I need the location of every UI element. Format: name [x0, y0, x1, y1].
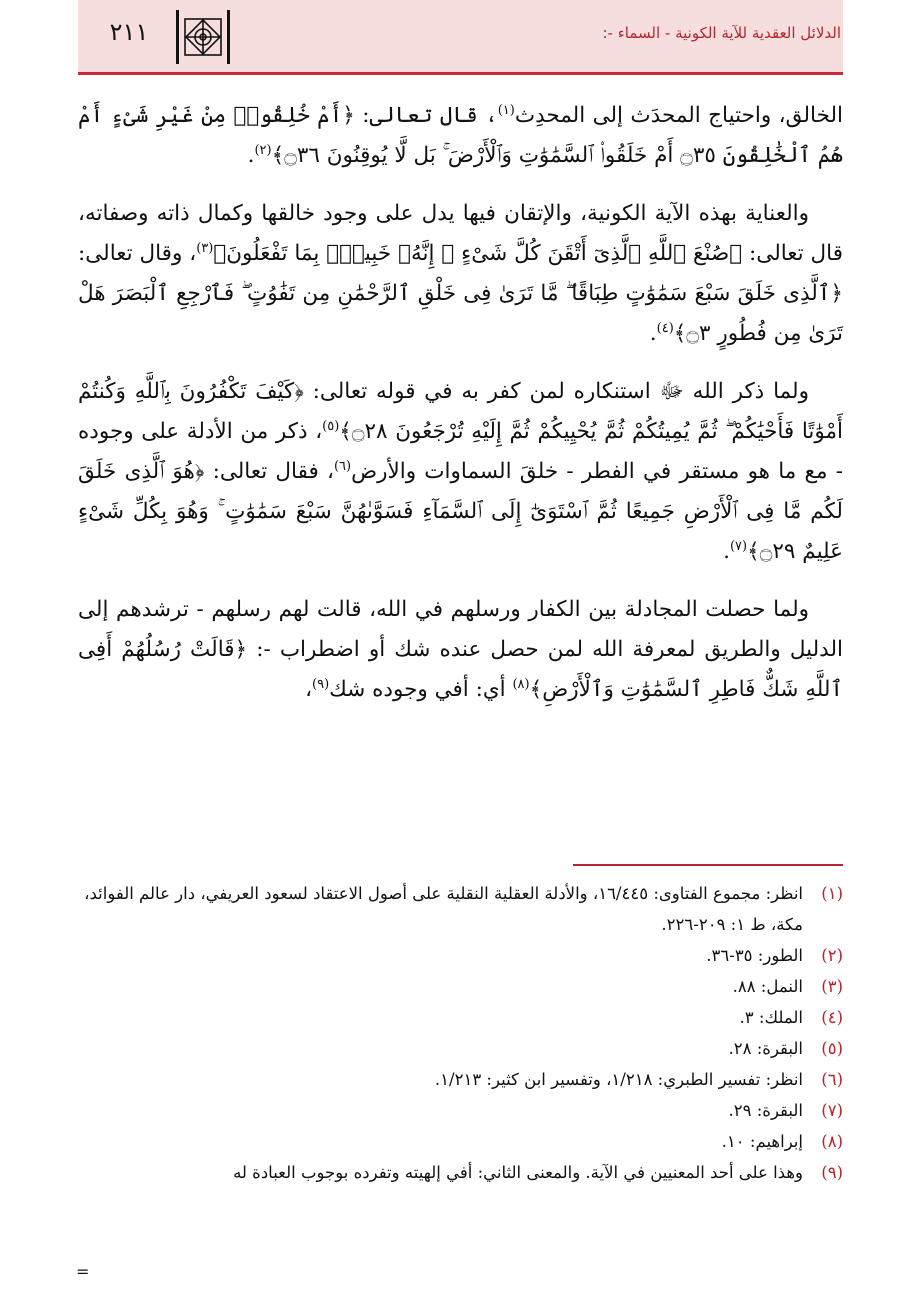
footnote-ref: (٥) [322, 418, 340, 434]
footnote-number: (٢) [821, 946, 843, 965]
ornament-icon [176, 10, 230, 64]
text: ، قال تعالى: [354, 103, 498, 128]
paragraph-3 [78, 372, 843, 572]
footnotes [78, 878, 843, 1188]
footnote [78, 1126, 843, 1157]
text: ، فقال تعالى: [204, 459, 334, 484]
footnote-number: (٧) [821, 1101, 843, 1120]
text: والعناية بهذه الآية الكونية، والإتقان فيها يدل على وجود خالقها وكمال ذاته وصفاته، قال تعالى: [78, 201, 843, 266]
footnote-ref: (١) [497, 102, 515, 118]
footnote-number: (١) [821, 884, 843, 903]
paragraph-2 [78, 194, 843, 354]
footnote-ref: (٩) [312, 676, 330, 692]
footnote [78, 1064, 843, 1095]
footnote-number: (٦) [821, 1070, 843, 1089]
quran-verse: ﴿كَيْفَ تَكْفُرُونَ بِٱللَّهِ وَكُنتُمْ أَمْوَٰتًا فَأَحْيَٰكُمْ ۖ ثُمَّ يُمِيتُكُمْ ثُمَّ يُحْيِيكُمْ ثُمَّ إِلَيْهِ تُرْجَعُونَ ۝٢٨﴾ [78, 379, 843, 444]
text: . [247, 143, 255, 168]
footnote [78, 1033, 843, 1064]
footnote-number: (٣) [821, 977, 843, 996]
footnote-ref: (٢) [254, 142, 272, 158]
footnote-ref: (٦) [333, 458, 352, 474]
page-number: ٢١١ [109, 18, 149, 46]
footnote [78, 1095, 843, 1126]
quran-verse: ﴿قَالَتْ رُسُلُهُمْ أَفِى ٱللَّهِ شَكٌّ فَاطِرِ ٱلسَّمَٰوَٰتِ وَٱلْأَرْضِ﴾ [78, 637, 843, 702]
text: . [649, 321, 657, 346]
paragraph-4 [78, 590, 843, 710]
footnote [78, 940, 843, 971]
text: ولما حصلت المجادلة بين الكفار ورسلهم في الله، قالت لهم رسلهم - ترشدهم إلى الدليل والطريق لمعرفة الله لمن حصل عنده شك أو اضطراب -: [78, 597, 843, 662]
footnote-number: (٥) [821, 1039, 843, 1058]
footnote-ref: (٤) [656, 320, 674, 336]
quran-verse: ﴿ٱلَّذِى خَلَقَ سَبْعَ سَمَٰوَٰتٍ طِبَاقًا ۖ مَّا تَرَىٰ فِى خَلْقِ ٱلرَّحْمَٰنِ مِن تَفَٰوُتٍ ۖ فَٱرْجِعِ ٱلْبَصَرَ هَلْ تَرَىٰ مِن فُطُورٍ ۝٣﴾ [78, 281, 843, 346]
text: أي: أفي وجوده شك [329, 677, 513, 702]
footnote-number: (٨) [821, 1132, 843, 1151]
text: ولما ذكر الله ﷻ استنكاره لمن كفر به في قوله تعالى: [303, 379, 809, 404]
footnote [78, 1157, 843, 1188]
quran-verse: ﴿هُوَ ٱلَّذِى خَلَقَ لَكُم مَّا فِى ٱلْأَرْضِ جَمِيعًا ثُمَّ ٱسْتَوَىٰٓ إِلَى ٱلسَّمَآءِ فَسَوَّىٰهُنَّ سَبْعَ سَمَٰوَٰتٍ ۚ وَهُوَ بِكُلِّ شَىْءٍ عَلِيمٌ ۝٢٩﴾ [78, 459, 843, 564]
footnote [78, 1002, 843, 1033]
body-text [78, 96, 843, 728]
footnote-text: النمل: ٨٨. [732, 977, 803, 996]
quran-verse: ﴿أَمْ خُلِقُوا۟ مِنْ غَيْرِ شَىْءٍ أَمْ هُمُ ٱلْخَٰلِقُونَ ۝٣٥ أَمْ خَلَقُوا۟ ٱلسَّمَٰوَٰتِ وَٱلْأَرْضَ ۚ بَل لَّا يُوقِنُونَ ۝٣٦﴾ [78, 103, 843, 168]
header-rule [78, 72, 843, 75]
footnote [78, 878, 843, 940]
running-title: الدلائل العقدية للآية الكونية - السماء -: [602, 24, 841, 42]
footnote-ref: (٨) [512, 676, 530, 692]
footnote-text: انظر: مجموع الفتاوى: ١٦/٤٤٥، والأدلة العقلية النقلية على أصول الاعتقاد لسعود العريفي، دار عالم الفوائد، مكة، ط ١: ٢٠٩-٢٢٦. [84, 884, 803, 934]
text: . [723, 539, 730, 564]
text: الخالق، واحتياج المحدَث إلى المحدِث [514, 103, 843, 128]
footnote-text: انظر: تفسير الطبري: ١/٢١٨، وتفسير ابن كثير: ١/٢١٣. [434, 1070, 803, 1089]
footnote-text: الملك: ٣. [739, 1008, 803, 1027]
footnote-ref: (٧) [729, 538, 748, 554]
footnote-number: (٩) [821, 1163, 843, 1182]
footnote-text: الطور: ٣٥-٣٦. [706, 946, 803, 965]
text: ، وقال تعالى: [78, 241, 197, 266]
footnote-text: وهذا على أحد المعنيين في الآية. والمعنى الثاني: أفي إلهيته وتفرده بوجوب العبادة له [233, 1163, 803, 1182]
footnote-separator [573, 864, 843, 866]
footnote-number: (٤) [821, 1008, 843, 1027]
text: ، [305, 677, 313, 702]
footnote [78, 971, 843, 1002]
continuation-mark: = [76, 1262, 90, 1281]
text: ، ذكر من الأدلة على وجوده - مع ما هو مستقر في الفطر - خلقَ السماوات والأرض [78, 419, 843, 484]
footnote-ref: (٣) [196, 240, 214, 256]
quran-verse: ﴿صُنْعَ ٱللَّهِ ٱلَّذِىٓ أَتْقَنَ كُلَّ شَىْءٍ ۚ إِنَّهُۥ خَبِيرٌۢ بِمَا تَفْعَلُونَ﴾ [213, 241, 743, 266]
footnote-text: البقرة: ٢٩. [728, 1101, 803, 1120]
footnote-text: إبراهيم: ١٠. [721, 1132, 803, 1151]
paragraph-1 [78, 96, 843, 176]
footnote-text: البقرة: ٢٨. [728, 1039, 803, 1058]
